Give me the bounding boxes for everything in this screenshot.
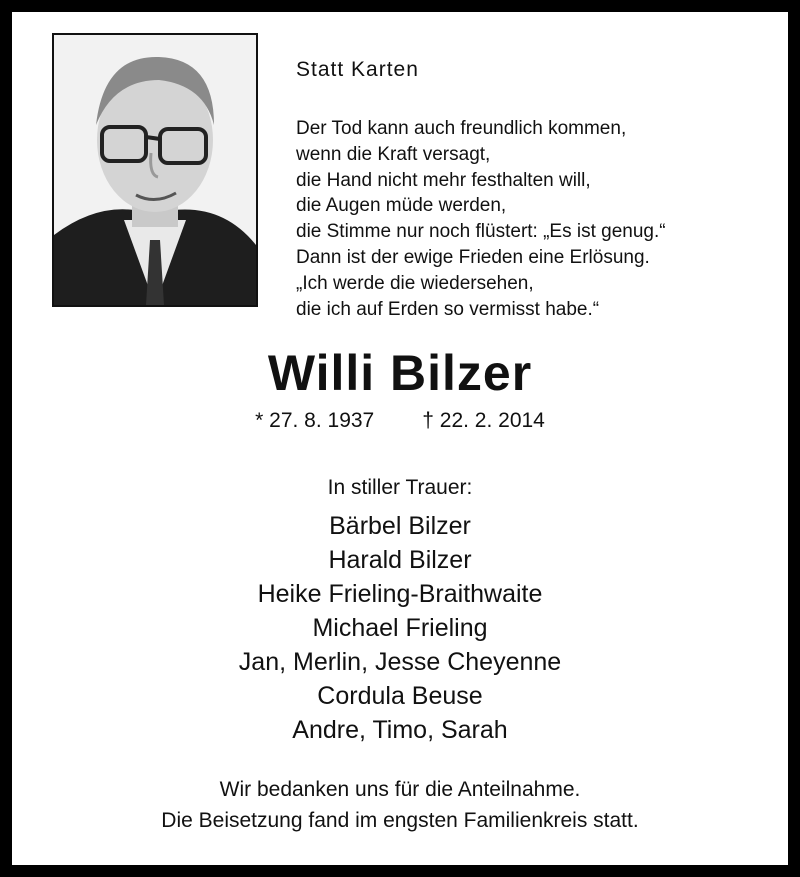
poem-line: die Hand nicht mehr festhalten will, [296, 169, 591, 191]
mourner-name: Michael Frieling [312, 614, 488, 642]
notice-heading: Statt Karten [296, 58, 419, 81]
poem-line: wenn die Kraft versagt, [296, 143, 491, 165]
death-date: † 22. 2. 2014 [422, 409, 545, 432]
mourning-label: In stiller Trauer: [327, 476, 473, 499]
birth-date: * 27. 8. 1937 [255, 409, 375, 432]
portrait-icon [54, 35, 256, 305]
poem-line: die ich auf Erden so vermisst habe.“ [296, 298, 600, 320]
mourners-list [12, 509, 788, 747]
mourner-name: Bärbel Bilzer [329, 512, 471, 540]
closing-text [12, 774, 788, 836]
poem-line: Der Tod kann auch freundlich kommen, [296, 118, 627, 139]
life-dates [12, 409, 788, 433]
poem-line: Dann ist der ewige Frieden eine Erlösung. [296, 246, 650, 268]
mourner-name: Harald Bilzer [328, 546, 472, 574]
mourner-name: Heike Frieling-Braithwaite [257, 580, 543, 608]
closing-line: Die Beisetzung fand im engsten Familienkreis statt. [161, 809, 639, 832]
deceased-name: Willi Bilzer [267, 345, 533, 401]
poem-line: die Augen müde werden, [296, 195, 507, 217]
obituary-card [12, 12, 788, 865]
closing-line: Wir bedanken uns für die Anteilnahme. [219, 778, 581, 801]
poem [296, 116, 666, 322]
poem-line: „Ich werde die wiedersehen, [296, 272, 534, 294]
mourner-name: Andre, Timo, Sarah [292, 716, 508, 744]
poem-line: die Stimme nur noch flüstert: „Es ist genug.“ [296, 221, 666, 243]
mourner-name: Jan, Merlin, Jesse Cheyenne [238, 648, 562, 676]
portrait-photo [52, 33, 258, 307]
mourner-name: Cordula Beuse [317, 682, 483, 710]
